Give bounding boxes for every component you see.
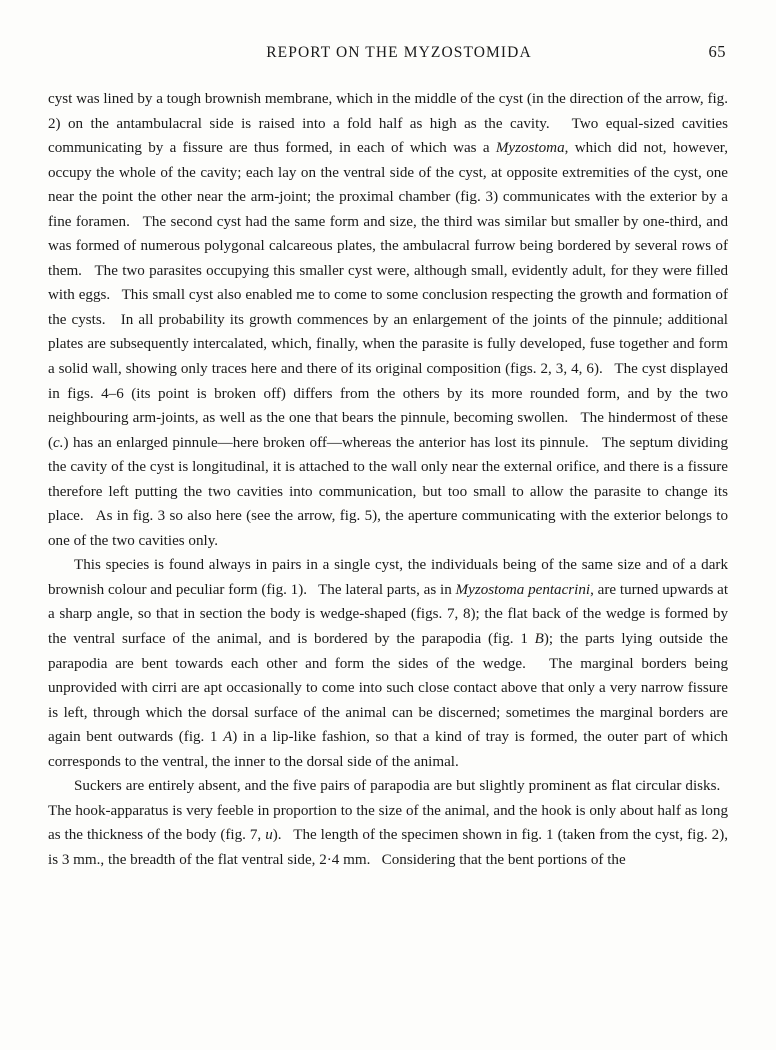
paragraph: cyst was lined by a tough brownish membrane, which in the middle of the cyst (in the direction of the arrow, fig. 2) on the antambulacral side is raised into a fold half as high as the cavity. Two equal-sized cavities communicating by a fissure are thus formed, in each of which was a Myzostoma, which did not, however, occupy the whole of the cavity; each lay on the ventral side of the cyst, at opposite extremities of the cyst, one near the point the other near the arm-joint; the proximal chamber (fig. 3) communicates with the exterior by a fine foramen. The second cyst had the same form and size, the third was similar but smaller by one-third, and was formed of numerous polygonal calcareous plates, the ambulacral furrow being bordered by several rows of them. The two parasites occupying this smaller cyst were, although small, evidently adult, for they were filled with eggs. This small cyst also enabled me to come to some conclusion respecting the growth and formation of the cysts. In all probability its growth commences by an enlargement of the joints of the pinnule; additional plates are subsequently intercalated, which, finally, when the parasite is fully developed, fuse together and form a solid wall, showing only traces here and there of its original composition (figs. 2, 3, 4, 6). The cyst displayed in figs. 4–6 (its point is broken off) differs from the others by its more rounded form, and by the two neighbouring arm-joints, as well as the one that bears the pinnule, becoming swollen. The hindermost of these (c.) has an enlarged pinnule—here broken off—whereas the anterior has lost its pinnule. The septum dividing the cavity of the cyst is longitudinal, it is attached to the wall only near the external orifice, and there is a fissure therefore left putting the two cavities into communication, but too small to allow the parasite to change its place. As in fig. 3 so also here (see the arrow, fig. 5), the aperture communicating with the exterior belongs to one of the two cavities only. <box>48 91 728 549</box>
running-head: REPORT ON THE MYZOSTOMIDA <box>266 44 532 61</box>
page-number: 65 <box>708 42 726 61</box>
body-text <box>48 87 728 873</box>
paragraph: Suckers are entirely absent, and the five pairs of parapodia are but slightly prominent as flat circular disks. The hook-apparatus is very feeble in proportion to the size of the animal, and the hook is only about half as long as the thickness of the body (fig. 7, u). The length of the specimen shown in fig. 1 (taken from the cyst, fig. 2), is 3 mm., the breadth of the flat ventral side, 2·4 mm. Considering that the bent portions of the <box>48 778 728 868</box>
paragraph: This species is found always in pairs in a single cyst, the individuals being of the same size and of a dark brownish colour and peculiar form (fig. 1). The lateral parts, as in Myzostoma pentacrini, are turned upwards at a sharp angle, so that in section the body is wedge-shaped (figs. 7, 8); the flat back of the wedge is formed by the ventral surface of the animal, and is bordered by the parapodia (fig. 1 B); the parts lying outside the parapodia are bent towards each other and form the sides of the wedge. The marginal borders being unprovided with cirri are apt occasionally to come into such close contact above that only a very narrow fissure is left, through which the dorsal surface of the animal can be discerned; sometimes the marginal borders are again bent outwards (fig. 1 A) in a lip-like fashion, so that a kind of tray is formed, the outer part of which corresponds to the ventral, the inner to the dorsal side of the animal. <box>48 557 729 770</box>
page-header <box>50 44 726 66</box>
